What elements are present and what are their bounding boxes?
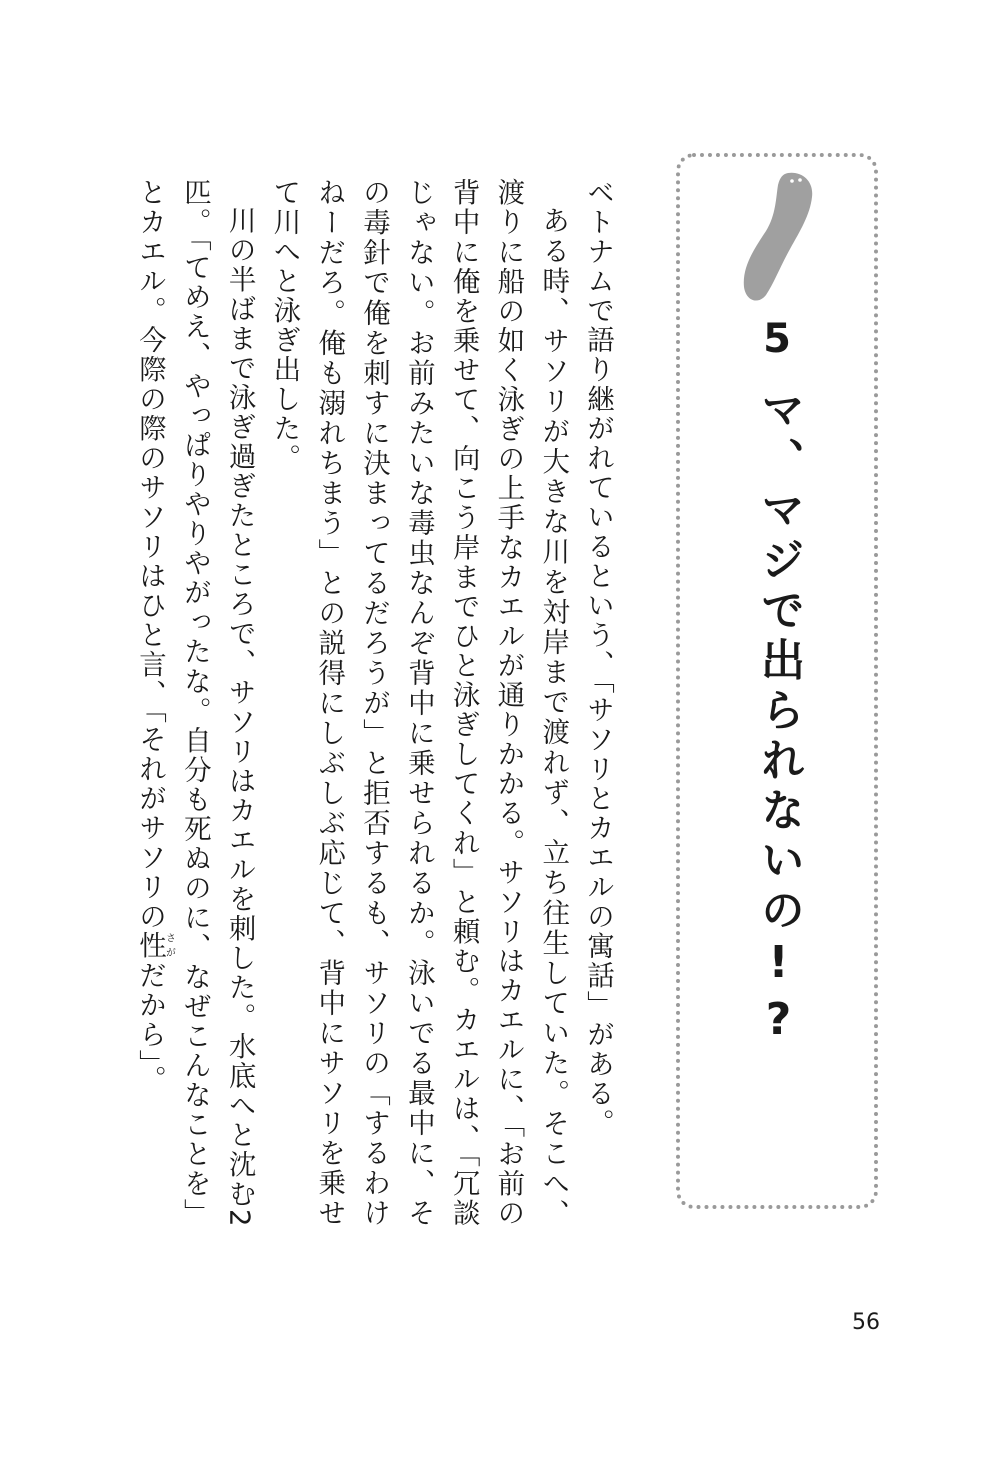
ruby-reading: さが [163,931,175,961]
chapter-title: マ、マジで出られないの!? [753,387,804,1051]
ruby-base: 性 [134,931,167,961]
paragraph-text-end: だから」。 [134,960,167,1095]
ghost-figure-icon [740,167,830,307]
chapter-title-box [676,153,878,1209]
paragraph: ベトナムで語り継がれているという、「サソリとカエルの寓話」がある。 [582,178,614,1138]
paragraph: ある時、サソリが大きな川を対岸まで渡れず、立ち往生していた。そこへ、渡りに船の如く泳ぎの上手なカエルが通りかかる。サソリはカエルに、「お前の背中に俺を乗せて、向こう岸までひと泳ぎしてくれ」と頼む。カエルは、「冗談じゃない。お前みたいな毒虫なんぞ背中に乗せられるか。泳いでる最中に、その毒針で俺を刺すに決まってるだろうが」と拒否するも、サソリの「するわけねーだろ。俺も溺れちまう」との説得にしぶしぶ応じて、背中にサソリを乗せて川へと泳ぎ出した。 [268,178,570,1229]
paragraph [127,178,261,1228]
body-text [134,178,620,1229]
chapter-number: 5 [763,316,791,362]
ruby-word [134,931,175,961]
page-number: 56 [852,1310,880,1335]
paragraph-text: 川の半ばまで泳ぎ過ぎたところで、サソリはカエルを刺した。水底へと沈む2匹。「てめえ、やっぱりやりやがったな。自分も死ぬのに、なぜこんなことを」とカエル。今際の際のサソリはひと言、「それがサソリの [134,178,256,1228]
